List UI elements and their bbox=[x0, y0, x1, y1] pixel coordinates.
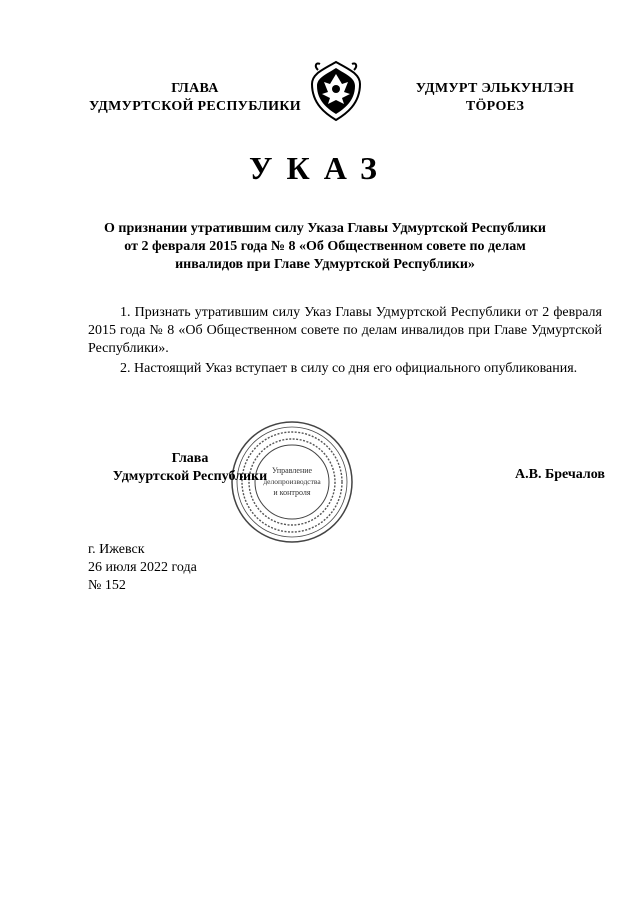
header-right-line2: ТӦРОЕЗ bbox=[465, 99, 525, 114]
paragraph-2: 2. Настоящий Указ вступает в силу со дня его официального опубликования. bbox=[120, 361, 578, 376]
header-left bbox=[60, 80, 330, 116]
signatory-title-line2: Удмуртской Республики bbox=[112, 469, 268, 484]
place-date-block bbox=[88, 541, 197, 595]
seal-line2: делопроизводства bbox=[263, 477, 321, 486]
header-right bbox=[380, 80, 610, 116]
header-left-line1: ГЛАВА bbox=[171, 81, 219, 96]
subject-line3: инвалидов при Главе Удмуртской Республики» bbox=[175, 257, 475, 272]
city: г. Ижевск bbox=[88, 542, 145, 557]
seal-line1: Управление bbox=[271, 466, 313, 475]
seal-line3: и контроля bbox=[273, 488, 311, 497]
decree-subject bbox=[90, 220, 560, 274]
signatory-name: А.В. Бречалов bbox=[515, 467, 605, 482]
paragraph-1: 1. Признать утратившим силу Указ Главы Удмуртской Республики от 2 февраля 2015 года № 8 «Об Общественном совете по делам инвалидов при Главе Удмуртской Республики». bbox=[88, 305, 602, 356]
decree-title: УКАЗ bbox=[249, 150, 391, 186]
subject-line1: О признании утратившим силу Указа Главы Удмуртской Республики bbox=[104, 221, 546, 236]
coat-of-arms-emblem bbox=[308, 60, 364, 122]
signatory-title bbox=[60, 450, 320, 486]
subject-line2: от 2 февраля 2015 года № 8 «Об Общественном совете по делам bbox=[124, 239, 526, 254]
decree-number: № 152 bbox=[88, 578, 126, 593]
header-right-line1: УДМУРТ ЭЛЬКУНЛЭН bbox=[415, 81, 575, 96]
header-left-line2: УДМУРТСКОЙ РЕСПУБЛИКИ bbox=[89, 99, 301, 114]
signatory-title-line1: Глава bbox=[171, 451, 209, 466]
date: 26 июля 2022 года bbox=[88, 560, 197, 575]
